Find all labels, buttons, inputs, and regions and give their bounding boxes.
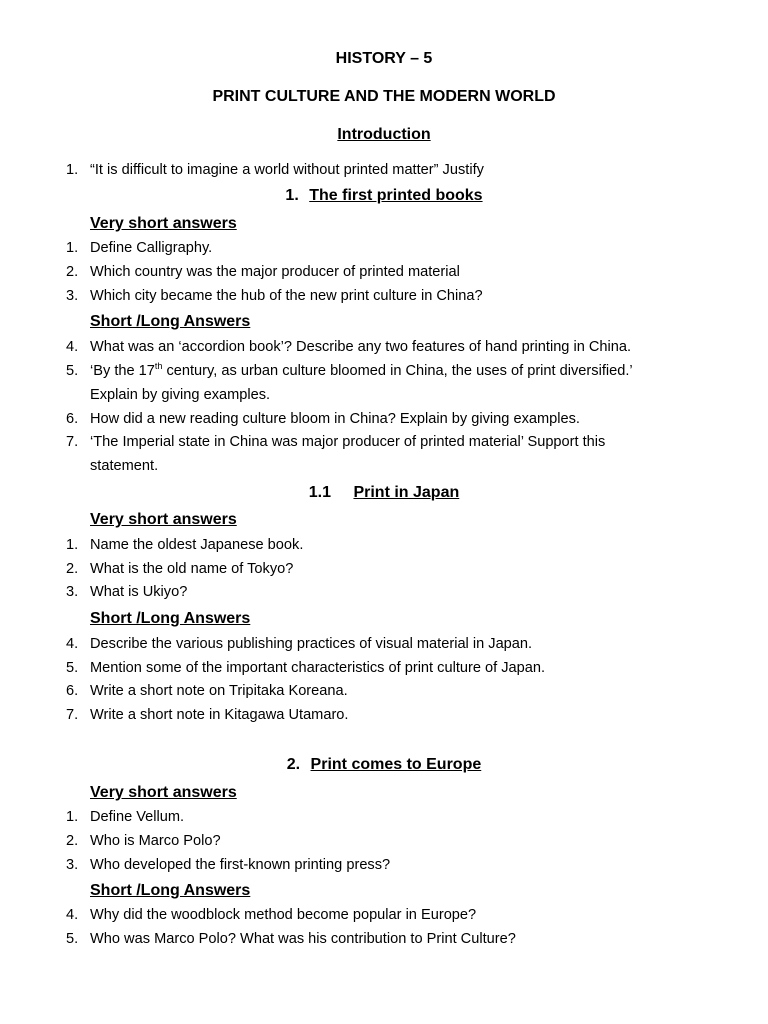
item-text: Why did the woodblock method become popular in Europe? — [90, 907, 477, 923]
item-number: 2. — [66, 264, 79, 280]
item-number: 6. — [66, 411, 79, 427]
item-text: What was an ‘accordion book’? Describe any two features of hand printing in China. — [90, 339, 632, 355]
item-number: 7. — [66, 707, 79, 723]
item-text: Define Vellum. — [90, 809, 185, 825]
item-number: 1. — [66, 240, 79, 256]
item-text: “It is difficult to imagine a world without printed matter” Justify — [90, 162, 484, 178]
item-number: 4. — [66, 636, 79, 652]
item-text: Who developed the first-known printing press? — [90, 857, 391, 873]
section-number: 1. — [285, 187, 299, 204]
section-title: The first printed books — [309, 187, 483, 204]
item-text: ‘The Imperial state in China was major producer of printed material’ Support this — [90, 434, 606, 450]
item-number: 5. — [66, 931, 79, 947]
intro-heading: Introduction — [337, 126, 431, 143]
very-short-answers-heading: Very short answers — [90, 215, 237, 232]
item-text: Describe the various publishing practices of visual material in Japan. — [90, 636, 533, 652]
item-text: Write a short note in Kitagawa Utamaro. — [90, 707, 349, 723]
section-2-heading — [0, 756, 768, 774]
item-text: What is Ukiyo? — [90, 584, 188, 600]
section-number: 2. — [286, 756, 301, 773]
item-continuation: statement. — [90, 458, 159, 474]
item-text: What is the old name of Tokyo? — [90, 561, 294, 577]
section-title: Print comes to Europe — [310, 756, 482, 773]
section-1-heading — [0, 187, 768, 205]
item-text: Who is Marco Polo? — [90, 833, 221, 849]
item-text: Define Calligraphy. — [90, 240, 213, 256]
section-title: Print in Japan — [353, 484, 460, 501]
item-text: Write a short note on Tripitaka Koreana. — [90, 683, 348, 699]
section-number: 1.1 — [308, 484, 331, 501]
short-long-answers-heading: Short /Long Answers — [90, 610, 251, 627]
item-number: 3. — [66, 857, 79, 873]
item-continuation: Explain by giving examples. — [90, 387, 271, 403]
very-short-answers-heading: Very short answers — [90, 511, 237, 528]
item-number: 1. — [66, 809, 79, 825]
item-number: 1. — [66, 162, 79, 178]
item-number: 5. — [66, 660, 79, 676]
very-short-answers-heading: Very short answers — [90, 784, 237, 801]
item-text: Who was Marco Polo? What was his contribution to Print Culture? — [90, 931, 516, 947]
chapter-title: PRINT CULTURE AND THE MODERN WORLD — [212, 88, 556, 105]
item-text: Mention some of the important characteristics of print culture of Japan. — [90, 660, 546, 676]
item-number: 2. — [66, 561, 79, 577]
item-number: 2. — [66, 833, 79, 849]
item-number: 7. — [66, 434, 79, 450]
item-number: 4. — [66, 907, 79, 923]
item-number: 1. — [66, 537, 79, 553]
item-number: 3. — [66, 288, 79, 304]
item-number: 6. — [66, 683, 79, 699]
item-text: Name the oldest Japanese book. — [90, 537, 304, 553]
item-text: ‘By the 17th century, as urban culture bloomed in China, the uses of print diversified.’ — [90, 361, 633, 379]
item-number: 5. — [66, 363, 79, 379]
subject-title: HISTORY – 5 — [335, 50, 433, 67]
item-text: Which country was the major producer of printed material — [90, 264, 460, 280]
item-text: Which city became the hub of the new print culture in China? — [90, 288, 483, 304]
item-number: 3. — [66, 584, 79, 600]
section-1-1-heading — [0, 484, 768, 502]
short-long-answers-heading: Short /Long Answers — [90, 882, 251, 899]
short-long-answers-heading: Short /Long Answers — [90, 313, 251, 330]
item-number: 4. — [66, 339, 79, 355]
item-text: How did a new reading culture bloom in China? Explain by giving examples. — [90, 411, 580, 427]
